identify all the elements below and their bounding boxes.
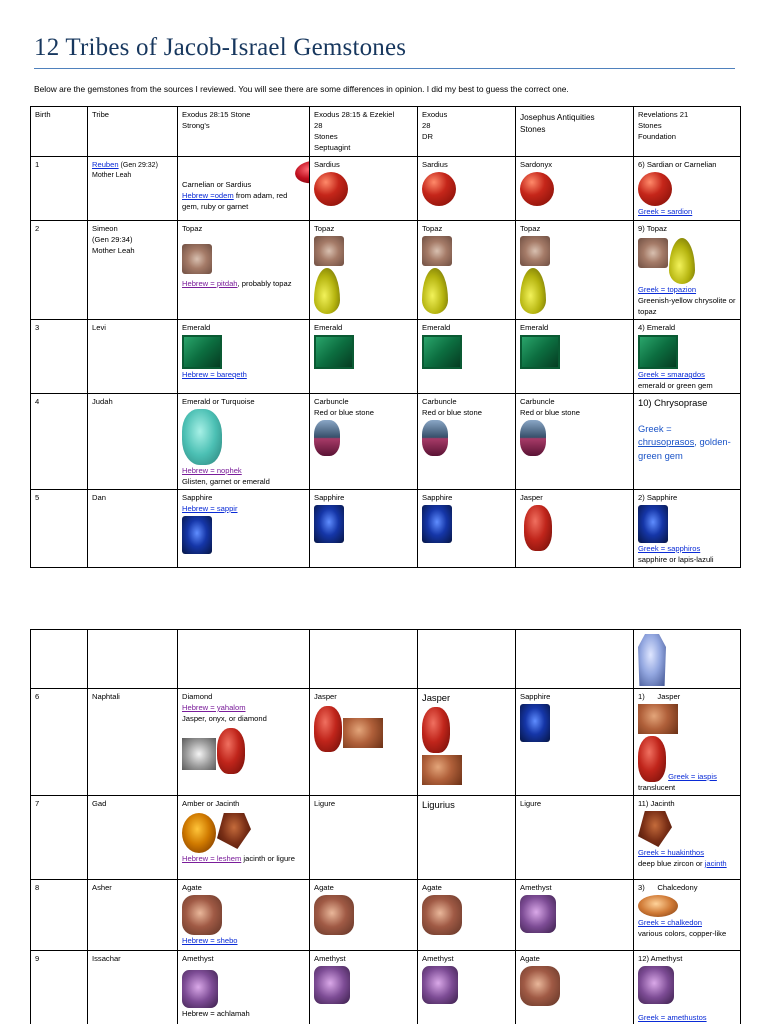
diamond-gem-image [182, 738, 216, 770]
table-row [31, 951, 741, 1024]
hebrew-link-sappir[interactable]: Hebrew = sappir [182, 504, 238, 513]
topaz-gem-image [182, 244, 212, 274]
tribe-cell: Asher [88, 880, 178, 951]
topaz-drop-gem-image [669, 238, 695, 284]
septuagint-cell: Carbuncle Red or blue stone [310, 394, 418, 490]
turquoise-gem-image [182, 409, 222, 465]
sapphire-gem-image [314, 505, 344, 543]
dr-cell: Emerald [418, 320, 516, 394]
strongs-cell: Amber or Jacinth Hebrew = leshem jacinth or ligure [178, 796, 310, 880]
birth-cell: 9 [31, 951, 88, 1024]
jasper-brown-gem-image [638, 704, 678, 734]
emerald-gem-image [314, 335, 354, 369]
strongs-cell: Topaz Hebrew = pitdah, probably topaz [178, 221, 310, 320]
josephus-cell: Amethyst [516, 880, 634, 951]
gemstone-table-bottom [30, 629, 741, 1024]
greek-link-smaragdos[interactable]: Greek = smaragdos [638, 370, 705, 379]
septuagint-cell: Sapphire [310, 490, 418, 568]
dr-cell: Topaz [418, 221, 516, 320]
tribe-cell: Naphtali [88, 689, 178, 796]
topaz-gem-image [520, 236, 550, 266]
header-strongs: Exodus 28:15 Stone Strong's [178, 107, 310, 157]
josephus-cell: Agate [516, 951, 634, 1024]
josephus-cell: Sardonyx [516, 157, 634, 221]
emerald-gem-image [520, 335, 560, 369]
topaz-drop-gem-image [422, 268, 448, 314]
agate-gem-image [182, 895, 222, 935]
josephus-cell: Topaz [516, 221, 634, 320]
revelations-cell: 2) Sapphire Greek = sapphiros sapphire or lapis-lazuli [634, 490, 741, 568]
strongs-cell: Sapphire Hebrew = sappir [178, 490, 310, 568]
page-title: 12 Tribes of Jacob-Israel Gemstones [34, 34, 407, 61]
chalcedony-gem-image [638, 895, 678, 917]
revelations-cell: 3) Chalcedony Greek = chalkedon various colors, copper-like [634, 880, 741, 951]
jacinth-gem-image [217, 813, 251, 849]
revelations-cell: 4) Emerald Greek = smaragdos emerald or green gem [634, 320, 741, 394]
revelations-cell: 9) Topaz Greek = topazion Greenish-yellow chrysolite or topaz [634, 221, 741, 320]
birth-cell: 8 [31, 880, 88, 951]
dr-cell: Agate [418, 880, 516, 951]
josephus-cell: Sapphire [516, 689, 634, 796]
sapphire-gem-image [422, 505, 452, 543]
topaz-drop-gem-image [314, 268, 340, 314]
gemstone-table-top [30, 106, 741, 568]
sapphire-gem-image [638, 505, 668, 543]
jasper-gem-image [314, 706, 342, 752]
agate-gem-image [314, 895, 354, 935]
emerald-gem-image [638, 335, 678, 369]
carbuncle-gem-image [422, 420, 448, 456]
dr-cell: Ligurius [418, 796, 516, 880]
strongs-cell: Carnelian or Sardius Hebrew =odem from adam, red gem, ruby or garnet [178, 157, 310, 221]
hebrew-link-shebo[interactable]: Hebrew = shebo [182, 936, 238, 945]
jacinth-link[interactable]: jacinth [704, 859, 727, 868]
sapphire-gem-image [520, 704, 550, 742]
carbuncle-gem-image [520, 420, 546, 456]
emerald-gem-image [422, 335, 462, 369]
topaz-drop-gem-image [520, 268, 546, 314]
tribe-cell: Levi [88, 320, 178, 394]
tribe-cell: Simeon (Gen 29:34) Mother Leah [88, 221, 178, 320]
header-septuagint: Exodus 28:15 & Ezekiel 28 Stones Septuagint [310, 107, 418, 157]
greek-link-sapphiros[interactable]: Greek = sapphiros [638, 544, 701, 553]
greek-link-topazion[interactable]: Greek = topazion [638, 285, 697, 294]
table-row [31, 394, 741, 490]
dr-cell: Sardius [418, 157, 516, 221]
septuagint-cell: Topaz [310, 221, 418, 320]
dr-cell: Carbuncle Red or blue stone [418, 394, 516, 490]
table-row [31, 221, 741, 320]
greek-link-sardion[interactable]: Greek = sardion [638, 207, 693, 216]
sardius-gem-image [422, 172, 456, 206]
topaz-gem-image [638, 238, 668, 268]
tribe-link-reuben[interactable]: Reuben [92, 160, 119, 169]
header-row [31, 107, 741, 157]
hebrew-link-pitdah[interactable]: Hebrew = pitdah [182, 279, 238, 288]
header-josephus: Josephus Antiquities Stones [516, 107, 634, 157]
hebrew-link-yahalom[interactable]: Hebrew = yahalom [182, 703, 246, 712]
septuagint-cell: Ligure [310, 796, 418, 880]
birth-cell: 5 [31, 490, 88, 568]
intro-text: Below are the gemstones from the sources I reviewed. You will see there are some differences in opinion. I did my best to guess the correct one. [34, 84, 569, 94]
table-row [31, 157, 741, 221]
sardonyx-gem-image [520, 172, 554, 206]
septuagint-cell: Sardius [310, 157, 418, 221]
title-divider [34, 68, 735, 69]
jasper-gem-image [524, 505, 552, 551]
greek-link-chrusoprasos[interactable]: chrusoprasos [638, 436, 695, 448]
josephus-cell: Emerald [516, 320, 634, 394]
hebrew-link-leshem[interactable]: Hebrew = leshem [182, 854, 242, 863]
dr-cell: Sapphire [418, 490, 516, 568]
birth-cell: 4 [31, 394, 88, 490]
amethyst-gem-image [520, 895, 556, 933]
revelations-cell: 10) Chrysoprase Greek = chrusoprasos, golden-green gem [634, 394, 741, 490]
table-row [31, 320, 741, 394]
spacer-row [31, 630, 741, 689]
sardius-gem-image [314, 172, 348, 206]
jasper-brown-gem-image [422, 755, 462, 785]
agate-gem-image [520, 966, 560, 1006]
birth-cell: 7 [31, 796, 88, 880]
josephus-cell: Jasper [516, 490, 634, 568]
header-dr: Exodus 28 DR [418, 107, 516, 157]
birth-cell: 2 [31, 221, 88, 320]
topaz-gem-image [422, 236, 452, 266]
septuagint-cell: Emerald [310, 320, 418, 394]
jasper-gem-image [422, 707, 450, 753]
tribe-cell: Issachar [88, 951, 178, 1024]
hebrew-link-odem[interactable]: Hebrew =odem [182, 191, 234, 200]
revelations-cell: 1) Jasper Greek = iaspis translucent [634, 689, 741, 796]
jacinth-gem-image [638, 811, 672, 847]
strongs-cell: Diamond Hebrew = yahalom Jasper, onyx, or diamond [178, 689, 310, 796]
hebrew-link-nophek[interactable]: Hebrew = nophek [182, 466, 242, 475]
greek-link-iaspis[interactable]: Greek = iaspis [668, 772, 717, 781]
header-tribe: Tribe [88, 107, 178, 157]
agate-gem-image [422, 895, 462, 935]
greek-link-huakinthos[interactable]: Greek = huakinthos [638, 848, 705, 857]
dr-cell: Jasper [418, 689, 516, 796]
sapphire-gem-image [182, 516, 212, 554]
tribe-cell: Judah [88, 394, 178, 490]
carbuncle-gem-image [314, 420, 340, 456]
greek-link-chalkedon[interactable]: Greek = chalkedon [638, 918, 702, 927]
birth-cell: 3 [31, 320, 88, 394]
jasper-gem-image [638, 736, 666, 782]
amethyst-gem-image [182, 970, 218, 1008]
septuagint-cell: Jasper [310, 689, 418, 796]
header-birth: Birth [31, 107, 88, 157]
tribe-cell: Gad [88, 796, 178, 880]
amethyst-gem-image [422, 966, 458, 1004]
jasper-brown-gem-image [343, 718, 383, 748]
birth-cell: 1 [31, 157, 88, 221]
table-row [31, 490, 741, 568]
table-row [31, 880, 741, 951]
hebrew-link-bareqeth[interactable]: Hebrew = bareqeth [182, 370, 247, 379]
revelations-cell: 12) Amethyst Greek = amethustos [634, 951, 741, 1024]
revelations-cell: 6) Sardian or Carnelian Greek = sardion [634, 157, 741, 221]
amethyst-gem-image [314, 966, 350, 1004]
strongs-cell: Amethyst Hebrew = achlamah [178, 951, 310, 1024]
greek-link-amethustos[interactable]: Greek = amethustos [638, 1013, 707, 1022]
dr-cell: Amethyst [418, 951, 516, 1024]
tribe-cell: Dan [88, 490, 178, 568]
jasper-gem-image [217, 728, 245, 774]
amber-gem-image [182, 813, 216, 853]
amethyst-gem-image [638, 966, 674, 1004]
carnelian-gem-image [638, 172, 672, 206]
birth-cell: 6 [31, 689, 88, 796]
table-row [31, 796, 741, 880]
strongs-cell: Agate Hebrew = shebo [178, 880, 310, 951]
topaz-gem-image [314, 236, 344, 266]
septuagint-cell: Agate [310, 880, 418, 951]
table-row [31, 689, 741, 796]
strongs-cell: Emerald or Turquoise Hebrew = nophek Glisten, garnet or emerald [178, 394, 310, 490]
josephus-cell: Ligure [516, 796, 634, 880]
tribe-cell: Reuben (Gen 29:32) Mother Leah [88, 157, 178, 221]
revelations-cell: 11) Jacinth Greek = huakinthos deep blue zircon or jacinth [634, 796, 741, 880]
josephus-cell: Carbuncle Red or blue stone [516, 394, 634, 490]
septuagint-cell: Amethyst [310, 951, 418, 1024]
emerald-gem-image [182, 335, 222, 369]
header-revelations: Revelations 21 Stones Foundation [634, 107, 741, 157]
lapis-gem-image [638, 634, 666, 686]
strongs-cell: Emerald Hebrew = bareqeth [178, 320, 310, 394]
